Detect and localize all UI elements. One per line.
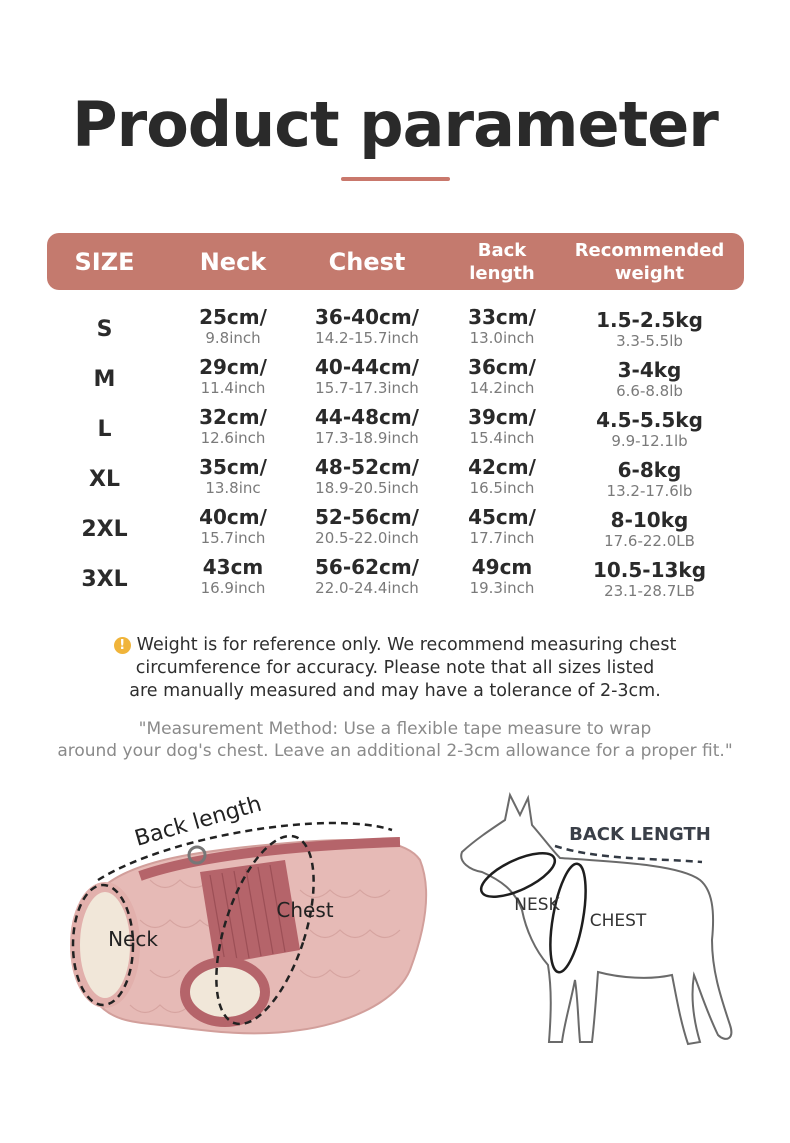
coat-label-neck: Neck (108, 927, 158, 951)
neck-cm: 29cm/ (199, 355, 267, 379)
size-cell: L (97, 417, 112, 442)
chest-inch: 15.7-17.3inch (315, 379, 419, 397)
neck-cell (187, 456, 279, 506)
weight-cell (572, 506, 727, 556)
neck-cm: 35cm/ (199, 455, 267, 479)
method-line-1: "Measurement Method: Use a flexible tape measure to wrap (138, 719, 652, 739)
chest-cell (302, 506, 432, 556)
neck-inch: 13.8inc (205, 479, 261, 497)
header-back-line2: length (469, 262, 535, 284)
header-neck: Neck (199, 247, 267, 276)
weight-lb: 23.1-28.7LB (604, 582, 695, 600)
leg-opening (185, 962, 265, 1022)
neck-cm: 40cm/ (199, 505, 267, 529)
weight-kg: 3-4kg (617, 358, 682, 382)
size-cell: M (93, 367, 116, 392)
sizing-note (100, 634, 690, 703)
header-size: SIZE (74, 247, 135, 276)
chest-inch: 20.5-22.0inch (315, 529, 419, 547)
weight-kg: 8-10kg (610, 508, 689, 532)
header-weight (572, 233, 727, 290)
note-line-1: Weight is for reference only. We recommend measuring chest (136, 635, 677, 655)
coat-illustration (73, 792, 426, 1036)
size-table-body (47, 306, 744, 606)
weight-kg: 1.5-2.5kg (596, 308, 703, 332)
neck-cm: 32cm/ (199, 405, 267, 429)
dog-label-neck: NESK (514, 895, 560, 915)
size-cell: 2XL (81, 517, 128, 542)
chest-inch: 14.2-15.7inch (315, 329, 419, 347)
chest-cm: 48-52cm/ (315, 455, 419, 479)
chest-cell (302, 556, 432, 606)
back-cell (455, 556, 549, 606)
back-cm: 45cm/ (468, 505, 536, 529)
weight-lb: 9.9-12.1lb (611, 432, 688, 450)
size-table-header (47, 233, 744, 290)
back-cm: 39cm/ (468, 405, 536, 429)
back-cell (455, 306, 549, 356)
weight-lb: 3.3-5.5lb (616, 332, 683, 350)
back-cm: 49cm (471, 555, 533, 579)
neck-inch: 11.4inch (200, 379, 266, 397)
weight-cell (572, 356, 727, 406)
chest-cell (302, 456, 432, 506)
method-line-2: around your dog's chest. Leave an additional 2-3cm allowance for a proper fit." (57, 741, 733, 761)
weight-kg: 4.5-5.5kg (596, 408, 703, 432)
back-cell (455, 506, 549, 556)
measurement-illustrations (0, 780, 790, 1140)
coat-label-chest: Chest (276, 898, 334, 922)
back-inch: 16.5inch (469, 479, 535, 497)
chest-cm: 36-40cm/ (315, 305, 419, 329)
neck-cell (187, 356, 279, 406)
neck-cell (187, 556, 279, 606)
note-line-3: are manually measured and may have a tolerance of 2-3cm. (129, 681, 661, 701)
neck-inch: 12.6inch (200, 429, 266, 447)
chest-cm: 52-56cm/ (315, 505, 419, 529)
weight-cell (572, 556, 727, 606)
chest-inch: 22.0-24.4inch (315, 579, 419, 597)
back-inch: 17.7inch (469, 529, 535, 547)
chest-cm: 44-48cm/ (315, 405, 419, 429)
weight-kg: 10.5-13kg (592, 558, 707, 582)
weight-cell (572, 406, 727, 456)
neck-cell (187, 406, 279, 456)
header-weight-line1: Recommended (574, 239, 725, 261)
table-row (47, 556, 744, 606)
weight-cell (572, 456, 727, 506)
chest-cm: 56-62cm/ (315, 555, 419, 579)
neck-inch: 9.8inch (205, 329, 261, 347)
table-row (47, 306, 744, 356)
back-inch: 14.2inch (469, 379, 535, 397)
header-back-length (457, 233, 547, 290)
dog-outline-illustration (461, 795, 731, 1044)
back-cm: 33cm/ (468, 305, 536, 329)
table-row (47, 356, 744, 406)
size-cell: 3XL (81, 567, 128, 592)
neck-inch: 16.9inch (200, 579, 266, 597)
back-inch: 15.4inch (469, 429, 535, 447)
table-row (47, 406, 744, 456)
back-cell (455, 406, 549, 456)
neck-cm: 43cm (202, 555, 264, 579)
neck-cell (187, 506, 279, 556)
chest-inch: 17.3-18.9inch (315, 429, 419, 447)
back-inch: 19.3inch (469, 579, 535, 597)
neck-cm: 25cm/ (199, 305, 267, 329)
neck-inch: 15.7inch (200, 529, 266, 547)
chest-cell (302, 306, 432, 356)
chest-cell (302, 356, 432, 406)
table-row (47, 456, 744, 506)
back-inch: 13.0inch (469, 329, 535, 347)
page-title: Product parameter (72, 88, 718, 161)
chest-inch: 18.9-20.5inch (315, 479, 419, 497)
dog-label-chest: CHEST (589, 911, 647, 931)
back-cell (455, 456, 549, 506)
back-cell (455, 356, 549, 406)
chest-cell (302, 406, 432, 456)
coat-label-back-length: Back length (132, 791, 265, 852)
header-back-line1: Back (477, 239, 527, 261)
weight-lb: 6.6-8.8lb (616, 382, 683, 400)
header-chest: Chest (328, 247, 406, 276)
back-cm: 36cm/ (468, 355, 536, 379)
dog-label-back-length: BACK LENGTH (569, 824, 711, 845)
chest-cm: 40-44cm/ (315, 355, 419, 379)
weight-kg: 6-8kg (617, 458, 682, 482)
warning-icon: ! (114, 637, 131, 654)
weight-lb: 13.2-17.6lb (606, 482, 693, 500)
weight-cell (572, 306, 727, 356)
size-cell: XL (89, 467, 120, 492)
size-cell: S (96, 317, 113, 342)
neck-cell (187, 306, 279, 356)
title-divider (341, 177, 450, 181)
weight-lb: 17.6-22.0LB (604, 532, 695, 550)
note-line-2: circumference for accuracy. Please note that all sizes listed (135, 658, 655, 678)
table-row (47, 506, 744, 556)
back-cm: 42cm/ (468, 455, 536, 479)
measurement-method (20, 718, 770, 762)
header-weight-line2: weight (614, 262, 685, 284)
